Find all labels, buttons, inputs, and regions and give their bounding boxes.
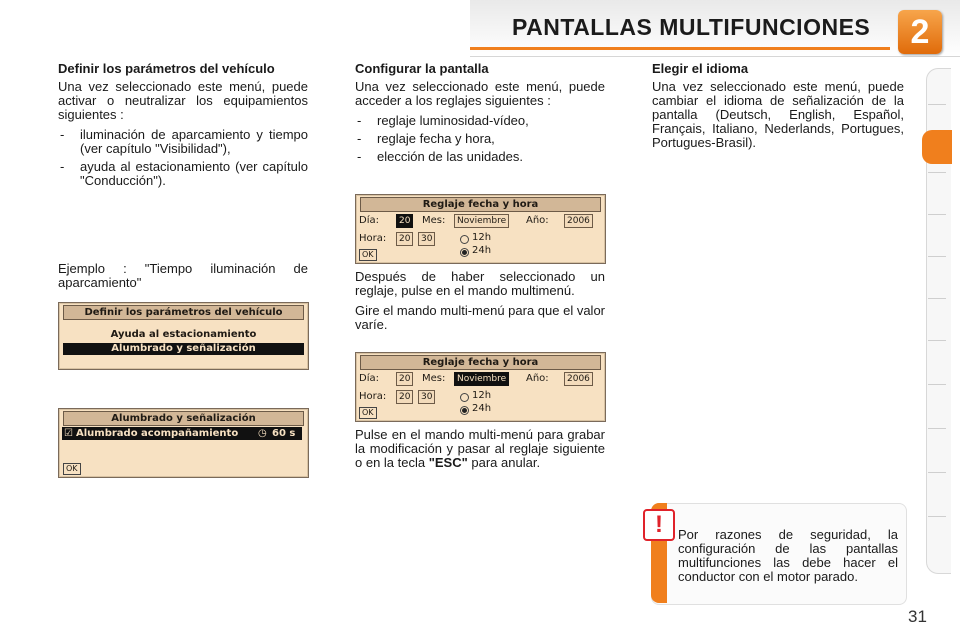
list-item: - elección de las unidades.: [355, 150, 605, 164]
section-heading: Elegir el idioma: [652, 61, 749, 76]
instruction-text-post: para anular.: [467, 455, 541, 470]
section-text: Una vez seleccionado este menú, puede cambiar el idioma de señalización de la pantalla (Deutsch, English, Español, Français, Italiano, Nederlands, Portugues, Portugues-Brasil).: [652, 79, 904, 150]
lcd-title: Definir los parámetros del vehículo: [63, 305, 304, 320]
warning-text: Por razones de seguridad, la configuración de las pantallas multifunciones las debe hacer el conductor con el motor parado.: [678, 527, 898, 584]
column-configure-screen: [355, 62, 605, 168]
chapter-tab-active[interactable]: [922, 130, 952, 164]
header-accent-stripe: [470, 47, 890, 50]
radio-24h-icon: [460, 248, 469, 257]
lcd-row-selected: [62, 427, 302, 440]
day-label: Día:: [359, 215, 379, 226]
lcd-screen-vehicle-params: [58, 302, 309, 370]
rail-divider: [928, 104, 946, 105]
radio-12h-icon: [460, 235, 469, 244]
clock-icon: ◷: [258, 428, 267, 439]
year-value: 2006: [564, 372, 593, 386]
warning-icon: !: [643, 509, 675, 541]
instruction-text: Después de haber seleccionado un reglaje, pulse en el mando multimenú.: [355, 269, 605, 298]
lcd-screen-date-time-month: [355, 352, 606, 422]
lcd-option: Ayuda al estacionamiento: [110, 329, 257, 340]
after-selection-text: [355, 270, 605, 338]
hour-label: Hora:: [359, 233, 387, 244]
esc-key-label: "ESC": [428, 455, 468, 470]
rail-divider: [928, 384, 946, 385]
hour-value: 20: [396, 390, 413, 404]
equipment-list: [58, 128, 308, 188]
column-language: [652, 62, 904, 156]
example-caption: Ejemplo : "Tiempo iluminación de aparcamiento": [58, 261, 308, 290]
list-item: - iluminación de aparcamiento y tiempo (ver capítulo "Visibilidad"),: [58, 128, 308, 156]
example-caption-block: [58, 262, 308, 296]
lcd-option-selected: Alumbrado y señalización: [63, 343, 304, 355]
day-label: Día:: [359, 373, 379, 384]
rail-divider: [928, 298, 946, 299]
rail-divider: [928, 214, 946, 215]
lcd-title: Reglaje fecha y hora: [360, 355, 601, 370]
lcd-screen-lighting: [58, 408, 309, 478]
page-title: PANTALLAS MULTIFUNCIONES: [512, 14, 871, 40]
format-12h-label: 12h: [472, 232, 492, 243]
list-item: - reglaje fecha y hora,: [355, 132, 605, 146]
hour-label: Hora:: [359, 391, 387, 402]
settings-list: [355, 114, 605, 164]
instruction-text: [355, 428, 605, 470]
ok-button: OK: [63, 463, 81, 475]
instruction-text-pre: Pulse en el mando multi-menú para grabar la modificación y pasar al reglaje siguiente o en la tecla: [355, 427, 605, 470]
lcd-title: Reglaje fecha y hora: [360, 197, 601, 212]
month-label: Mes:: [422, 373, 446, 384]
ok-button: OK: [359, 249, 377, 261]
checkbox-icon: ☑: [64, 428, 73, 439]
month-value-selected: Noviembre: [454, 372, 509, 386]
month-label: Mes:: [422, 215, 446, 226]
section-heading: Configurar la pantalla: [355, 61, 489, 76]
radio-24h-icon: [460, 406, 469, 415]
lcd-title: Alumbrado y señalización: [63, 411, 304, 426]
lcd-row-value: 60 s: [272, 428, 296, 439]
rail-divider: [928, 472, 946, 473]
ok-button: OK: [359, 407, 377, 419]
year-label: Año:: [526, 373, 549, 384]
rail-divider: [928, 172, 946, 173]
day-value-selected: 20: [396, 214, 413, 228]
rail-divider: [928, 256, 946, 257]
instruction-text: Gire el mando multi-menú para que el valor varíe.: [355, 303, 606, 332]
rail-divider: [928, 428, 946, 429]
lcd-screen-date-time: [355, 194, 606, 264]
day-value: 20: [396, 372, 413, 386]
rail-divider: [928, 516, 946, 517]
list-item: - reglaje luminosidad-vídeo,: [355, 114, 605, 128]
chapter-badge: 2: [898, 10, 942, 54]
year-value: 2006: [564, 214, 593, 228]
column-vehicle-parameters: [58, 62, 308, 192]
section-intro: Una vez seleccionado este menú, puede activar o neutralizar los equipamientos siguientes :: [58, 79, 308, 122]
minute-value: 30: [418, 390, 435, 404]
page-number: 31: [908, 607, 927, 626]
format-24h-label: 24h: [472, 403, 492, 414]
save-instruction-block: [355, 428, 605, 476]
lcd-row-label: Alumbrado acompañamiento: [76, 428, 239, 439]
format-24h-label: 24h: [472, 245, 492, 256]
list-item: - ayuda al estacionamiento (ver capítulo "Conducción").: [58, 160, 308, 188]
minute-value: 30: [418, 232, 435, 246]
hour-value: 20: [396, 232, 413, 246]
month-value: Noviembre: [454, 214, 509, 228]
year-label: Año:: [526, 215, 549, 226]
section-heading: Definir los parámetros del vehículo: [58, 61, 275, 76]
section-intro: Una vez seleccionado este menú, puede acceder a los reglajes siguientes :: [355, 79, 605, 108]
rail-divider: [928, 340, 946, 341]
radio-12h-icon: [460, 393, 469, 402]
format-12h-label: 12h: [472, 390, 492, 401]
